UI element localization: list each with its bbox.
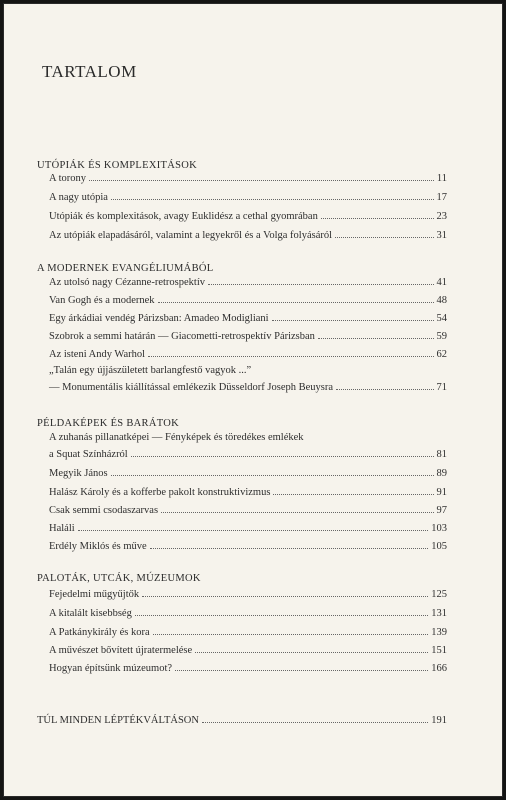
toc-entry <box>49 291 447 306</box>
dot-leader <box>321 218 434 219</box>
toc-entry-page: 11 <box>436 173 447 184</box>
toc-entry-title: — Monumentális kiállítással emlékezik Düsseldorf Joseph Beuysra <box>49 382 334 393</box>
toc-entry-page: 103 <box>431 523 447 534</box>
toc-entry <box>49 604 447 619</box>
toc-entry-title: Szobrok a semmi határán — Giacometti-retrospektív Párizsban <box>49 331 315 342</box>
toc-entry-page: 71 <box>436 382 447 393</box>
toc-entry <box>49 464 447 479</box>
toc-entry <box>49 483 447 498</box>
dot-leader <box>272 320 434 321</box>
toc-entry-title: Hogyan építsünk múzeumot? <box>49 663 173 674</box>
dot-leader <box>335 237 433 238</box>
toc-entry <box>49 188 447 203</box>
toc-entry-title: a Squat Színházról <box>49 449 128 460</box>
section-heading: PALOTÁK, UTCÁK, MÚZEUMOK <box>37 573 201 584</box>
section-heading: UTÓPIÁK ÉS KOMPLEXITÁSOK <box>37 160 198 171</box>
toc-entry-title: Erdély Miklós és műve <box>49 541 147 552</box>
dot-leader <box>336 389 433 390</box>
dot-leader <box>208 284 434 285</box>
toc-entry-page: 125 <box>431 589 447 600</box>
book-page <box>3 3 503 797</box>
toc-entry <box>49 207 447 222</box>
toc-entry-title: A nagy utópia <box>49 192 108 203</box>
dot-leader <box>148 356 433 357</box>
toc-entry <box>49 378 447 393</box>
dot-leader <box>78 530 429 531</box>
dot-leader <box>175 670 428 671</box>
toc-final-entry <box>37 711 447 726</box>
toc-entry-page: 31 <box>436 230 447 241</box>
dot-leader <box>150 548 429 549</box>
toc-entry-page: 91 <box>436 487 447 498</box>
toc-entry <box>49 345 447 360</box>
toc-entry <box>49 501 447 516</box>
toc-entry <box>49 327 447 342</box>
toc-entry-page: 166 <box>431 663 447 674</box>
dot-leader <box>142 596 428 597</box>
toc-entry-title: Haláli <box>49 523 75 534</box>
dot-leader <box>161 512 433 513</box>
toc-entry-title: A Patkánykirály és kora <box>49 627 150 638</box>
toc-entry-page: 62 <box>436 349 447 360</box>
dot-leader <box>131 456 434 457</box>
toc-entry-page: 105 <box>431 541 447 552</box>
dot-leader <box>135 615 428 616</box>
toc-entry-title: Halász Károly és a kofferbe pakolt konstruktivizmus <box>49 487 271 498</box>
toc-entry-title: Az isteni Andy Warhol <box>49 349 146 360</box>
toc-entry-title: A zuhanás pillanatképei — Fényképek és töredékes emlékek <box>49 432 304 443</box>
dot-leader <box>111 475 434 476</box>
toc-entry-title: Az utópiák elapadásáról, valamint a legyekről és a Volga folyásáról <box>49 230 333 241</box>
toc-entry-page: 59 <box>436 331 447 342</box>
toc-entry <box>49 519 447 534</box>
toc-entry-page: 139 <box>431 627 447 638</box>
toc-entry-page: 17 <box>436 192 447 203</box>
toc-entry <box>49 445 447 460</box>
toc-entry-page: 89 <box>436 468 447 479</box>
toc-entry-page: 97 <box>436 505 447 516</box>
toc-entry-title: Egy árkádiai vendég Párizsban: Amadeo Modigliani <box>49 313 269 324</box>
toc-entry-page: 191 <box>431 715 447 726</box>
toc-entry <box>49 537 447 552</box>
section-heading: A MODERNEK EVANGÉLIUMÁBÓL <box>37 263 214 274</box>
toc-entry-page: 54 <box>436 313 447 324</box>
toc-entry-title: „Talán egy újjászületett barlangfestő vagyok ...” <box>49 365 252 376</box>
toc-entry <box>49 226 447 241</box>
toc-entry <box>49 641 447 656</box>
page-title: TARTALOM <box>42 62 137 81</box>
toc-entry-title: A kitalált kisebbség <box>49 608 132 619</box>
toc-entry <box>49 309 447 324</box>
toc-entry-title: Utópiák és komplexitások, avagy Euklidész a cethal gyomrában <box>49 211 318 222</box>
dot-leader <box>195 652 428 653</box>
toc-entry-page: 131 <box>431 608 447 619</box>
toc-entry-title: Megyik János <box>49 468 108 479</box>
dot-leader <box>273 494 433 495</box>
dot-leader <box>111 199 434 200</box>
dot-leader <box>153 634 429 635</box>
toc-entry-title: Fejedelmi műgyűjtők <box>49 589 140 600</box>
dot-leader <box>318 338 434 339</box>
dot-leader <box>158 302 434 303</box>
toc-entry-page: 151 <box>431 645 447 656</box>
toc-entry-title: Van Gogh és a modernek <box>49 295 155 306</box>
toc-entry-title: A torony <box>49 173 87 184</box>
toc-entry-title: TÚL MINDEN LÉPTÉKVÁLTÁSON <box>37 715 199 726</box>
toc-entry <box>49 585 447 600</box>
toc-entry-title: A művészet bővített újratermelése <box>49 645 193 656</box>
toc-entry-title: Csak semmi csodaszarvas <box>49 505 159 516</box>
dot-leader <box>202 722 428 723</box>
toc-entry-page: 48 <box>436 295 447 306</box>
toc-entry <box>49 169 447 184</box>
dot-leader <box>89 180 434 181</box>
toc-entry <box>49 273 447 288</box>
section-heading: PÉLDAKÉPEK ÉS BARÁTOK <box>37 418 180 429</box>
toc-entry-page: 23 <box>436 211 447 222</box>
toc-entry-page: 41 <box>436 277 447 288</box>
toc-entry <box>49 659 447 674</box>
toc-entry <box>49 623 447 638</box>
toc-entry-page: 81 <box>436 449 447 460</box>
toc-entry-title: Az utolsó nagy Cézanne-retrospektív <box>49 277 205 288</box>
